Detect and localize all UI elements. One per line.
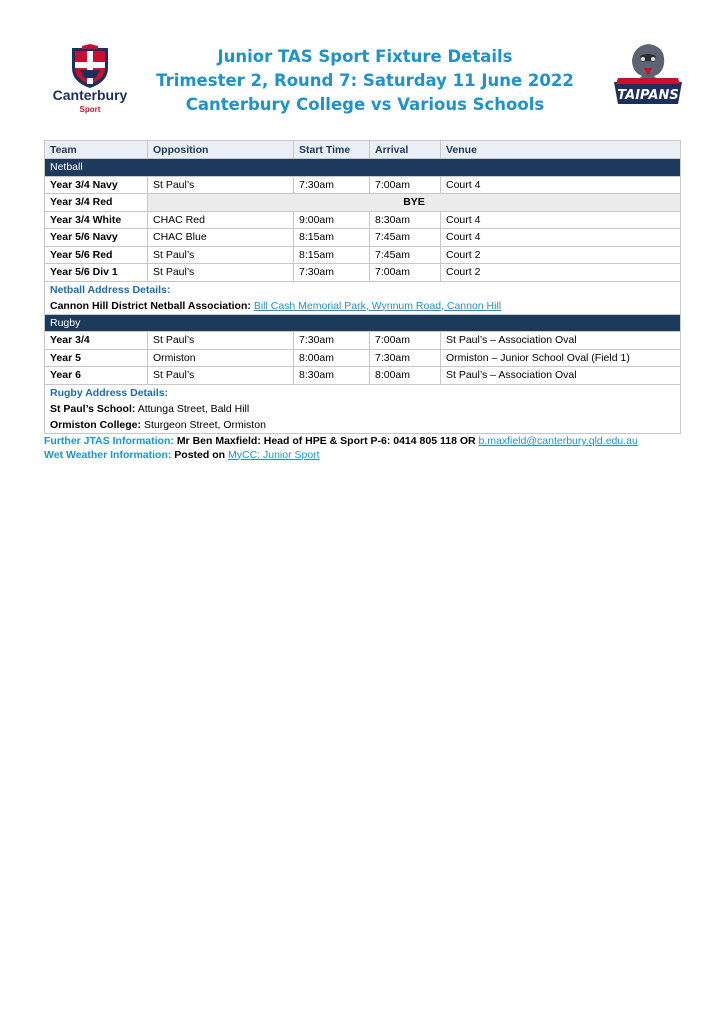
start-time-cell: 8:00am xyxy=(294,349,370,367)
footer-info xyxy=(44,435,694,462)
team-cell: Year 3/4 xyxy=(45,332,148,350)
opposition-cell: St Paul’s xyxy=(148,176,294,194)
table-row xyxy=(45,349,681,367)
svg-text:Sport: Sport xyxy=(79,105,101,114)
wet-weather-line xyxy=(44,449,694,463)
section-row-netball xyxy=(45,159,681,177)
document-title xyxy=(150,45,580,117)
venue-cell: Court 4 xyxy=(441,211,681,229)
team-cell: Year 5/6 Navy xyxy=(45,229,148,247)
team-cell: Year 5/6 Red xyxy=(45,246,148,264)
start-time-cell: 7:30am xyxy=(294,176,370,194)
further-info-text: Mr Ben Maxfield: Head of HPE & Sport P-6: 0414 805 118 OR xyxy=(176,435,476,447)
fixture-table xyxy=(44,140,681,434)
venue-cell: St Paul’s – Association Oval xyxy=(441,367,681,385)
start-time-cell: 7:30am xyxy=(294,264,370,282)
arrival-cell: 8:00am xyxy=(370,367,441,385)
rugby-address-2-value: Sturgeon Street, Ormiston xyxy=(143,418,266,431)
venue-cell: Court 4 xyxy=(441,229,681,247)
wet-weather-label: Wet Weather Information: xyxy=(44,448,172,461)
wet-weather-text: Posted on xyxy=(174,448,226,461)
rugby-address-row xyxy=(45,384,681,433)
table-row xyxy=(45,367,681,385)
bye-cell: BYE xyxy=(148,194,681,212)
opposition-cell: St Paul’s xyxy=(148,264,294,282)
team-cell: Year 5/6 Div 1 xyxy=(45,264,148,282)
contact-email-link[interactable]: b.maxfield@canterbury.qld.edu.au xyxy=(478,435,638,447)
arrival-cell: 7:30am xyxy=(370,349,441,367)
venue-cell: Court 2 xyxy=(441,246,681,264)
team-cell: Year 3/4 Navy xyxy=(45,176,148,194)
column-header-team: Team xyxy=(45,141,148,159)
team-cell: Year 5 xyxy=(45,349,148,367)
section-label: Netball xyxy=(45,159,681,177)
title-line-1: Junior TAS Sport Fixture Details xyxy=(217,47,513,66)
title-line-3: Canterbury College vs Various Schools xyxy=(185,95,545,114)
mycc-junior-sport-link[interactable]: MyCC: Junior Sport xyxy=(227,448,320,461)
arrival-cell: 8:30am xyxy=(370,211,441,229)
opposition-cell: St Paul’s xyxy=(148,246,294,264)
column-header-start-time: Start Time xyxy=(294,141,370,159)
rugby-address-heading: Rugby Address Details: xyxy=(50,386,169,399)
arrival-cell: 7:00am xyxy=(370,264,441,282)
arrival-cell: 7:45am xyxy=(370,229,441,247)
venue-cell: Ormiston – Junior School Oval (Field 1) xyxy=(441,349,681,367)
team-cell: Year 6 xyxy=(45,367,148,385)
svg-text:TAIPANS: TAIPANS xyxy=(617,88,679,103)
column-header-arrival: Arrival xyxy=(370,141,441,159)
rugby-address-line-1 xyxy=(50,401,675,417)
arrival-cell: 7:45am xyxy=(370,246,441,264)
netball-address-link[interactable]: Bill Cash Memorial Park, Wynnum Road, Cannon Hill xyxy=(253,299,502,312)
further-info-label: Further JTAS Information: xyxy=(44,435,174,447)
svg-text:Canterbury: Canterbury xyxy=(52,87,128,103)
table-row xyxy=(45,176,681,194)
venue-cell: Court 2 xyxy=(441,264,681,282)
column-header-venue: Venue xyxy=(441,141,681,159)
rugby-address-line-2 xyxy=(50,417,675,433)
start-time-cell: 8:15am xyxy=(294,246,370,264)
table-header-row xyxy=(45,141,681,159)
rugby-address-1-value: Attunga Street, Bald Hill xyxy=(137,402,250,415)
section-label: Rugby xyxy=(45,314,681,332)
rugby-address-cell xyxy=(45,384,681,433)
team-cell: Year 3/4 White xyxy=(45,211,148,229)
start-time-cell: 8:15am xyxy=(294,229,370,247)
table-row xyxy=(45,264,681,282)
start-time-cell: 8:30am xyxy=(294,367,370,385)
venue-cell: St Paul’s – Association Oval xyxy=(441,332,681,350)
rugby-address-1-label: St Paul’s School: xyxy=(50,402,136,415)
netball-address-row xyxy=(45,281,681,314)
section-row-rugby xyxy=(45,314,681,332)
netball-address-line xyxy=(50,298,675,314)
rugby-address-2-label: Ormiston College: xyxy=(50,418,142,431)
opposition-cell: St Paul’s xyxy=(148,332,294,350)
netball-address-cell xyxy=(45,281,681,314)
venue-cell: Court 4 xyxy=(441,176,681,194)
taipans-logo xyxy=(608,42,688,112)
table-row xyxy=(45,229,681,247)
further-info-line xyxy=(44,435,694,449)
table-row xyxy=(45,246,681,264)
opposition-cell: CHAC Blue xyxy=(148,229,294,247)
opposition-cell: CHAC Red xyxy=(148,211,294,229)
opposition-cell: Ormiston xyxy=(148,349,294,367)
canterbury-sport-logo xyxy=(46,44,134,116)
start-time-cell: 9:00am xyxy=(294,211,370,229)
column-header-opposition: Opposition xyxy=(148,141,294,159)
arrival-cell: 7:00am xyxy=(370,176,441,194)
netball-address-heading: Netball Address Details: xyxy=(50,283,171,296)
table-row xyxy=(45,211,681,229)
table-row xyxy=(45,332,681,350)
netball-address-label: Cannon Hill District Netball Association: xyxy=(50,299,251,312)
table-row xyxy=(45,194,681,212)
team-cell: Year 3/4 Red xyxy=(45,194,148,212)
title-line-2: Trimester 2, Round 7: Saturday 11 June 2022 xyxy=(156,71,574,90)
start-time-cell: 7:30am xyxy=(294,332,370,350)
opposition-cell: St Paul’s xyxy=(148,367,294,385)
arrival-cell: 7:00am xyxy=(370,332,441,350)
